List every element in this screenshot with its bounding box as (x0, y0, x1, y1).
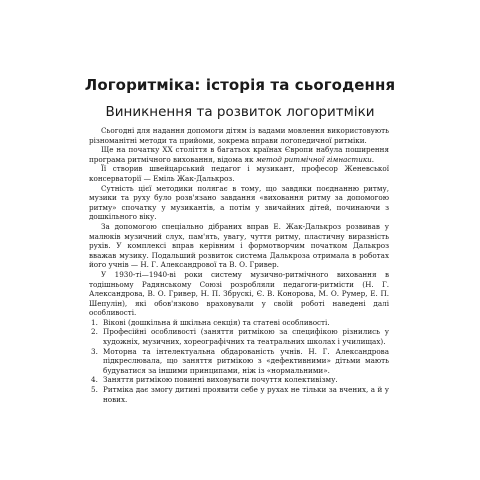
paragraph: Сутність цієї методики полягає в тому, що завдяки поєднанню ритму, музики та руху було розв'язано завдання «виховання ритму за допомогою ритму» спочатку у музикантів, а потім у звичайних дітей, починаючи з дошкільного віку. (89, 183, 389, 222)
paragraph: У 1930-ті—1940-ві роки систему музично-ритмічного виховання в тодішньому Радянському Союзі розробляли педагоги-ритмісти (Н. Г. Александрова, В. О. Гривер, Н. П. Збрускі, Є. В. Конорова, М. О. Румер, Е. П. Шепулін), які обов'язково враховували у своїй роботі наведені далі особливості. (89, 269, 389, 318)
list-item-text: Професійні особливості (заняття ритмікою за специфікою різнились у художніх, музичних, хореографічних та театральних школах і училищах). (103, 327, 389, 347)
section-heading: Виникнення та розвиток логоритміки (105, 104, 375, 120)
list-item-text: Вікові (дошкільна й шкільна секція) та статеві особливості. (103, 317, 330, 327)
list-item-text: Моторна та інтелектуальна обдарованість учнів. Н. Г. Александрова підкреслювала, що заняття ритмікою з «дефективними» дітьми мають будуватися за іншими принципами, ніж із «нормальними». (103, 346, 389, 375)
numbered-list (89, 318, 389, 404)
list-number: 3. (91, 346, 98, 356)
paragraph-text: Ще на початку XX століття в багатьох країнах Європи набула поширення програма ритмічного виховання, відома як (89, 145, 389, 164)
body-text (89, 126, 389, 404)
list-number: 4. (91, 375, 98, 385)
emphasized-term: метод ритмічної гімнастики (255, 154, 372, 164)
list-number: 2. (91, 327, 98, 337)
page-title: Логоритміка: історія та сьогодення (84, 76, 396, 94)
list-item (89, 327, 389, 346)
list-item-text: Ритміка дає змогу дитині проявити себе у рухах не тільки за вчених, а й у нових. (103, 385, 389, 404)
paragraph (89, 145, 389, 164)
list-item (89, 347, 389, 376)
list-item-text: Заняття ритмікою повинні виховувати почуття колективізму. (103, 375, 338, 385)
paragraph: Сьогодні для надання допомоги дітям із вадами мовлення використовують різноманітні методи та прийоми, зокрема вправи логопедичної ритміки. (89, 126, 389, 145)
list-number: 5. (91, 385, 98, 395)
list-number: 1. (91, 317, 98, 327)
paragraph: За допомогою спеціально дібраних вправ Е. Жак-Далькроз розвивав у малюків музичний слух, пам'ять, увагу, чуття ритму, пластичну виразність рухів. У комплексі вправ керівним і формотворчим початком Далькроз вважав музику. Подальший розвиток система Далькроза отримала в роботах його учнів — Н. Г. Александрової та В. О. Гривер. (89, 221, 389, 270)
list-item (89, 385, 389, 404)
list-item (89, 318, 389, 328)
paragraph-text: . (371, 154, 375, 164)
list-item (89, 375, 389, 385)
paragraph: Її створив швейцарський педагог і музикант, професор Женевської консерваторії — Еміль Жак-Далькроз. (89, 164, 389, 183)
